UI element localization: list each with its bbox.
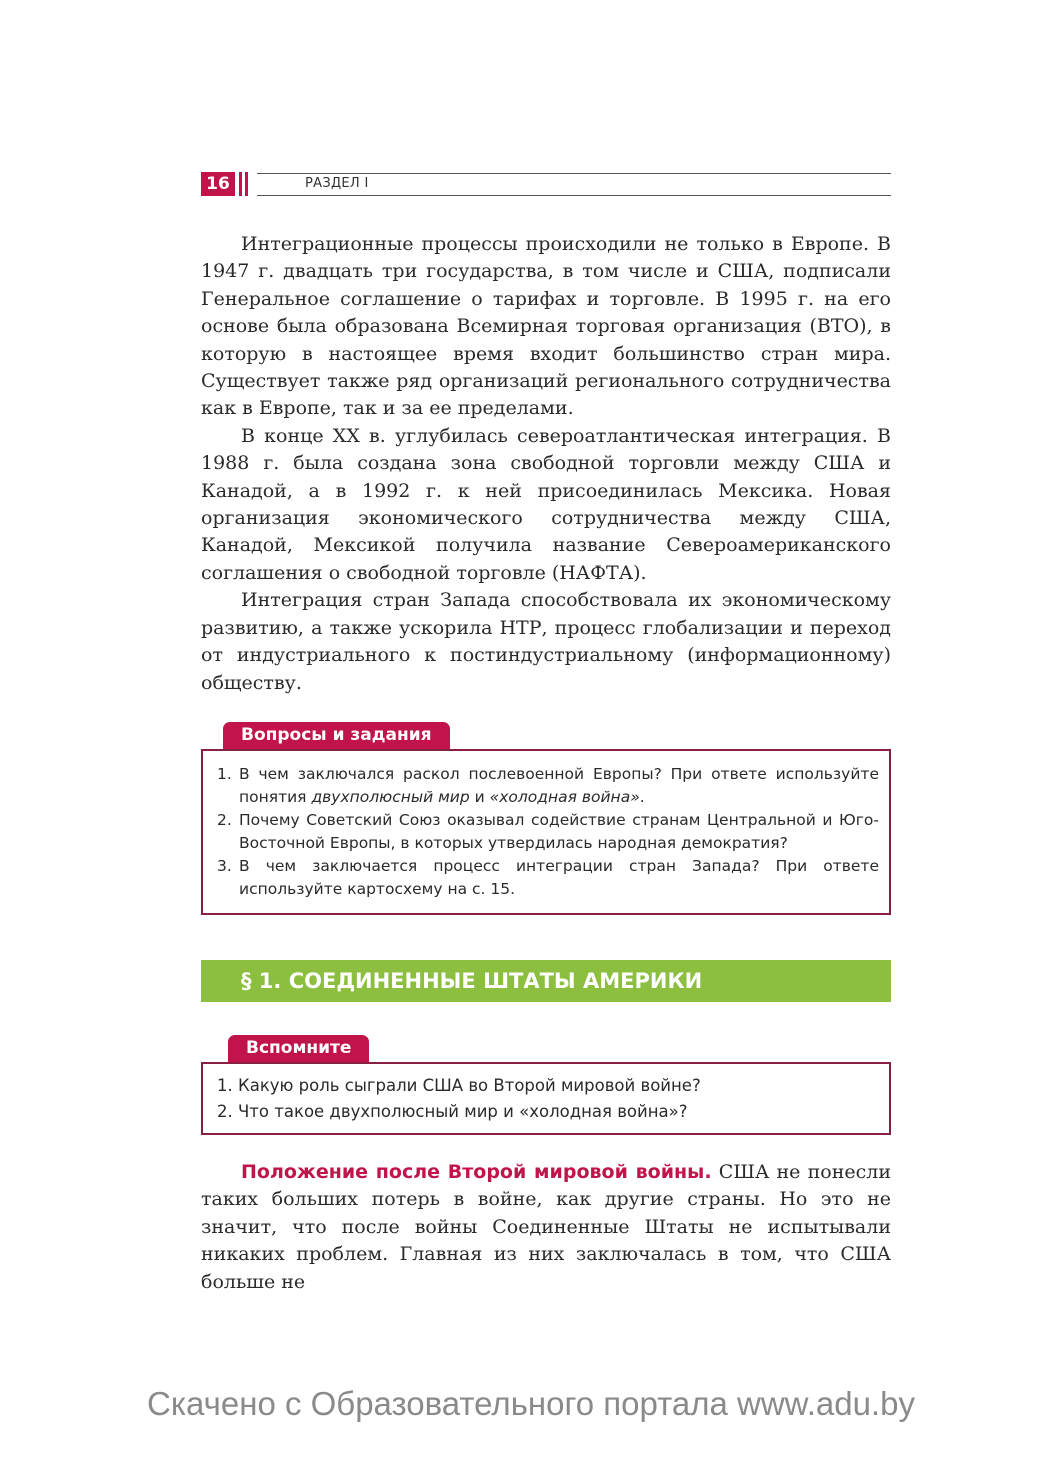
questions-box: [201, 749, 891, 915]
header-rule: [257, 195, 891, 196]
recall-item: 1. Какую роль сыграли США во Второй мировой войне?: [217, 1076, 701, 1095]
page-number: 16: [201, 172, 235, 196]
paragraph: Положение после Второй мировой войны. США не понесли таких больших потерь в войне, как другие страны. Но это не значит, что после войны Соединенные Штаты не испытывали никаких проблем. Главная из них заключалась в том, что США больше не: [201, 1161, 891, 1293]
header-bar: [239, 172, 242, 196]
section-label: РАЗДЕЛ I: [305, 176, 369, 191]
paragraph-lead: Положение после Второй мировой войны.: [241, 1161, 712, 1183]
term: «холодная война»: [489, 788, 640, 806]
paragraph: Интеграционные процессы происходили не только в Европе. В 1947 г. двадцать три государства, в том числе и США, подписали Генеральное соглашение о тарифах и торговле. В 1995 г. на его основе была образована Всемирная торговая организация (ВТО), в которую в настоящее время входит большинство стран мира. Существует также ряд организаций регионального сотрудничества как в Европе, так и за ее пределами.: [201, 233, 891, 420]
watermark: Скачено с Образовательного портала www.adu.by: [147, 1385, 915, 1422]
final-text: [201, 1159, 891, 1296]
question-item: 1. В чем заключался раскол послевоенной Европы? При ответе используйте понятия двухполюсный мир и «холодная война».: [217, 765, 879, 806]
questions-title: Вопросы и задания: [223, 722, 450, 749]
chapter-title-bar: [201, 960, 891, 1002]
paragraph: В конце XX в. углубилась североатлантическая интеграция. В 1988 г. была создана зона свободной торговли между США и Канадой, а в 1992 г. к ней присоединилась Мексика. Новая организация экономического сотрудничества между США, Канадой, Мексикой получила название Североамериканского соглашения о свободной торговле (НАФТА).: [201, 424, 891, 584]
intro-text: [201, 231, 891, 697]
question-item: 3. В чем заключается процесс интеграции стран Запада? При ответе используйте картосхему на с. 15.: [217, 857, 879, 898]
term: двухполюсный мир: [311, 788, 470, 806]
header-rule: [257, 173, 891, 174]
page-header: [201, 172, 891, 198]
questions-list: [203, 763, 889, 901]
question-item: 2. Почему Советский Союз оказывал содействие странам Центральной и Юго-Восточной Европы, в которых утвердилась народная демократия?: [217, 811, 879, 852]
recall-title: Вспомните: [228, 1035, 369, 1062]
paragraph: Интеграция стран Запада способствовала их экономическому развитию, а также ускорила НТР, процесс глобализации и переход от индустриального к постиндустриальному (информационному) обществу.: [201, 589, 891, 694]
recall-box: [201, 1062, 891, 1135]
chapter-title: § 1. СОЕДИНЕННЫЕ ШТАТЫ АМЕРИКИ: [241, 969, 703, 993]
header-bar: [245, 172, 248, 196]
recall-item: 2. Что такое двухполюсный мир и «холодная война»?: [217, 1102, 688, 1121]
